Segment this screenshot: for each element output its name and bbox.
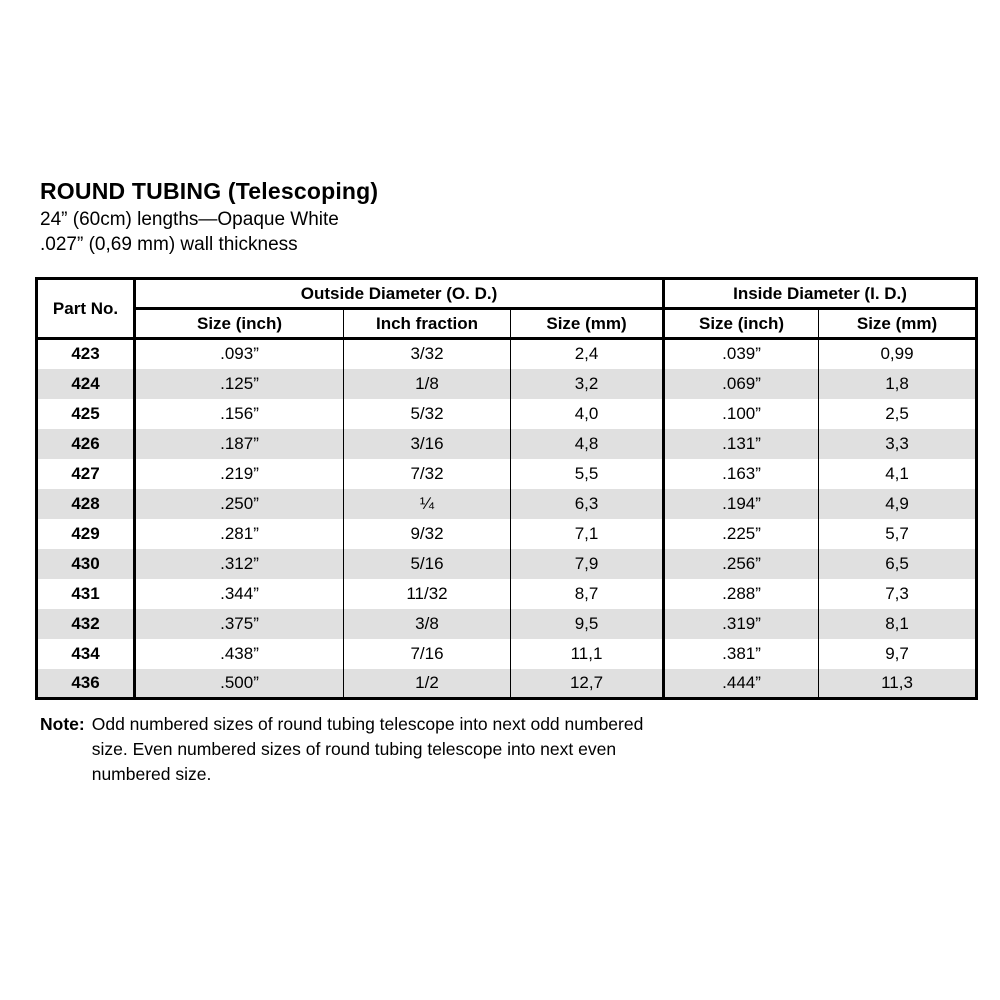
- cell-id-size-mm: 2,5: [819, 399, 977, 429]
- col-group-outside-diameter: Outside Diameter (O. D.): [135, 279, 664, 309]
- table-body: [37, 339, 977, 699]
- table-row: [37, 519, 977, 549]
- col-header-part-no: Part No.: [37, 279, 135, 339]
- cell-id-size-mm: 3,3: [819, 429, 977, 459]
- col-group-inside-diameter: Inside Diameter (I. D.): [664, 279, 977, 309]
- cell-id-size-inch: .256”: [664, 549, 819, 579]
- cell-od-size-inch: .093”: [135, 339, 344, 369]
- col-header-od-inch-fraction: Inch fraction: [344, 309, 511, 339]
- cell-id-size-mm: 7,3: [819, 579, 977, 609]
- cell-part-no: 425: [37, 399, 135, 429]
- cell-od-size-mm: 8,7: [511, 579, 664, 609]
- cell-od-size-mm: 4,8: [511, 429, 664, 459]
- cell-od-size-inch: .375”: [135, 609, 344, 639]
- cell-od-size-inch: .250”: [135, 489, 344, 519]
- cell-od-size-mm: 11,1: [511, 639, 664, 669]
- cell-od-size-inch: .344”: [135, 579, 344, 609]
- cell-od-size-inch: .219”: [135, 459, 344, 489]
- page-subtitle-wall-thickness: .027” (0,69 mm) wall thickness: [40, 233, 298, 255]
- cell-id-size-inch: .288”: [664, 579, 819, 609]
- cell-id-size-mm: 4,1: [819, 459, 977, 489]
- page-title: [40, 178, 378, 205]
- cell-id-size-mm: 8,1: [819, 609, 977, 639]
- cell-od-size-inch: .156”: [135, 399, 344, 429]
- cell-od-size-inch: .312”: [135, 549, 344, 579]
- table-row: [37, 459, 977, 489]
- cell-part-no: 432: [37, 609, 135, 639]
- tubing-spec-table: [35, 277, 978, 700]
- cell-od-size-mm: 7,1: [511, 519, 664, 549]
- cell-id-size-inch: .039”: [664, 339, 819, 369]
- cell-id-size-mm: 11,3: [819, 669, 977, 699]
- table-row: [37, 549, 977, 579]
- cell-od-inch-fraction: 3/8: [344, 609, 511, 639]
- cell-id-size-inch: .163”: [664, 459, 819, 489]
- cell-id-size-mm: 9,7: [819, 639, 977, 669]
- table-row: [37, 339, 977, 369]
- cell-part-no: 428: [37, 489, 135, 519]
- col-header-id-size-inch: Size (inch): [664, 309, 819, 339]
- cell-part-no: 430: [37, 549, 135, 579]
- cell-part-no: 431: [37, 579, 135, 609]
- cell-id-size-mm: 0,99: [819, 339, 977, 369]
- cell-part-no: 429: [37, 519, 135, 549]
- table-row: [37, 669, 977, 699]
- cell-id-size-mm: 6,5: [819, 549, 977, 579]
- table-row: [37, 609, 977, 639]
- cell-od-inch-fraction: 5/32: [344, 399, 511, 429]
- col-header-od-size-mm: Size (mm): [511, 309, 664, 339]
- cell-od-size-inch: .125”: [135, 369, 344, 399]
- note: [40, 712, 652, 787]
- cell-id-size-inch: .194”: [664, 489, 819, 519]
- page-subtitle-lengths: 24” (60cm) lengths—Opaque White: [40, 209, 339, 231]
- table-row: [37, 579, 977, 609]
- cell-od-size-inch: .438”: [135, 639, 344, 669]
- cell-od-inch-fraction: 11/32: [344, 579, 511, 609]
- cell-od-inch-fraction: 7/32: [344, 459, 511, 489]
- col-header-id-size-mm: Size (mm): [819, 309, 977, 339]
- cell-od-size-mm: 7,9: [511, 549, 664, 579]
- cell-part-no: 423: [37, 339, 135, 369]
- cell-part-no: 426: [37, 429, 135, 459]
- cell-od-inch-fraction: 3/16: [344, 429, 511, 459]
- note-text: Odd numbered sizes of round tubing telescope into next odd numbered size. Even numbered sizes of round tubing telescope into next even numbered size.: [91, 714, 644, 784]
- cell-id-size-mm: 4,9: [819, 489, 977, 519]
- cell-od-inch-fraction: 7/16: [344, 639, 511, 669]
- cell-id-size-mm: 5,7: [819, 519, 977, 549]
- cell-od-size-mm: 3,2: [511, 369, 664, 399]
- cell-id-size-inch: .069”: [664, 369, 819, 399]
- cell-part-no: 427: [37, 459, 135, 489]
- cell-od-size-mm: 9,5: [511, 609, 664, 639]
- page-title-text: ROUND TUBING (Telescoping): [40, 178, 379, 204]
- table-row: [37, 639, 977, 669]
- cell-od-inch-fraction: 1/8: [344, 369, 511, 399]
- cell-id-size-inch: .225”: [664, 519, 819, 549]
- cell-od-size-mm: 12,7: [511, 669, 664, 699]
- cell-od-inch-fraction: ¼: [344, 489, 511, 519]
- cell-od-inch-fraction: 9/32: [344, 519, 511, 549]
- cell-od-size-mm: 6,3: [511, 489, 664, 519]
- table-row: [37, 399, 977, 429]
- table-row: [37, 369, 977, 399]
- cell-od-inch-fraction: 3/32: [344, 339, 511, 369]
- note-label: Note:: [40, 714, 85, 734]
- cell-od-size-inch: .281”: [135, 519, 344, 549]
- cell-id-size-inch: .381”: [664, 639, 819, 669]
- cell-id-size-inch: .319”: [664, 609, 819, 639]
- cell-id-size-mm: 1,8: [819, 369, 977, 399]
- cell-id-size-inch: .131”: [664, 429, 819, 459]
- cell-od-size-inch: .187”: [135, 429, 344, 459]
- cell-id-size-inch: .444”: [664, 669, 819, 699]
- cell-od-size-mm: 5,5: [511, 459, 664, 489]
- cell-part-no: 436: [37, 669, 135, 699]
- cell-od-inch-fraction: 1/2: [344, 669, 511, 699]
- cell-part-no: 424: [37, 369, 135, 399]
- title-block: [40, 178, 378, 256]
- cell-od-size-mm: 4,0: [511, 399, 664, 429]
- table-row: [37, 429, 977, 459]
- cell-id-size-inch: .100”: [664, 399, 819, 429]
- table-row: [37, 489, 977, 519]
- cell-od-size-inch: .500”: [135, 669, 344, 699]
- col-header-od-size-inch: Size (inch): [135, 309, 344, 339]
- cell-part-no: 434: [37, 639, 135, 669]
- cell-od-size-mm: 2,4: [511, 339, 664, 369]
- cell-od-inch-fraction: 5/16: [344, 549, 511, 579]
